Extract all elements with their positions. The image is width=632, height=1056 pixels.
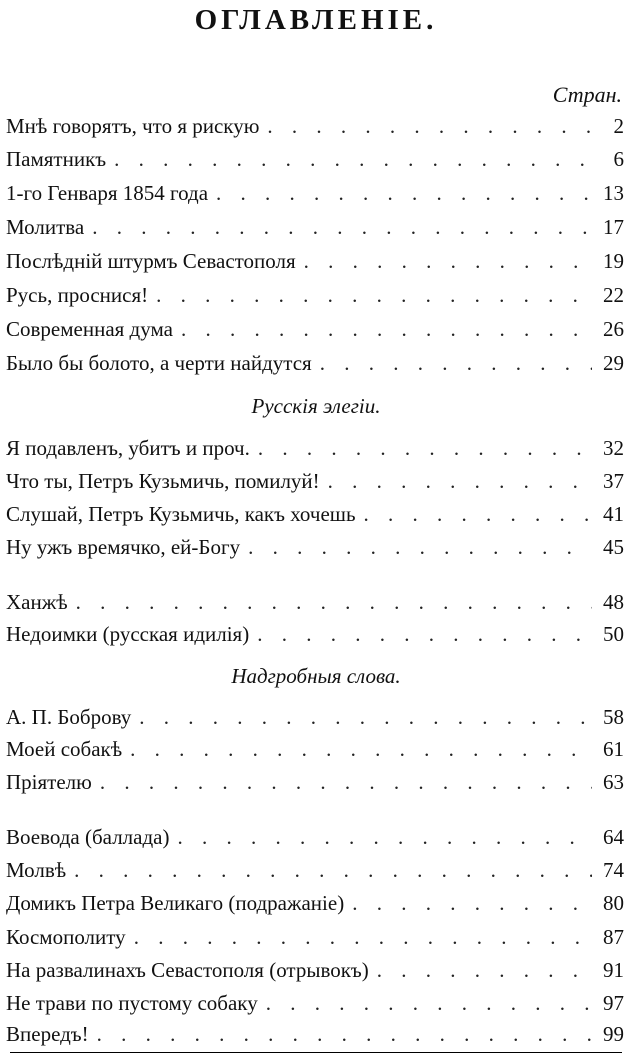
leader-dots	[122, 737, 592, 762]
page-column-label: Стран.	[552, 82, 622, 107]
toc-entry	[6, 535, 624, 565]
toc-entry	[6, 351, 624, 381]
toc-entry-title: Впередъ!	[6, 1022, 89, 1046]
toc-entry-title: Ханжѣ	[6, 590, 68, 614]
toc-entry	[6, 858, 624, 888]
toc-entry-title: Было бы болото, а черти найдутся	[6, 351, 312, 375]
toc-entry-page: 48	[603, 590, 624, 614]
toc-entry-page: 19	[603, 249, 624, 273]
toc-entry	[6, 114, 624, 144]
toc-entry	[6, 770, 624, 800]
toc-entry-page: 74	[603, 858, 624, 882]
toc-entry-page: 6	[613, 147, 624, 171]
leader-dots	[296, 249, 592, 274]
toc-entry-page: 32	[603, 436, 624, 460]
toc-entry-title: Русь, проснися!	[6, 283, 149, 307]
toc-entry-page: 37	[603, 469, 624, 493]
toc-entry-title: Воевода (баллада)	[6, 825, 170, 849]
leader-dots	[66, 858, 592, 883]
toc-entry	[6, 147, 624, 177]
toc-entry-page: 61	[603, 737, 624, 761]
leader-dots	[106, 147, 592, 172]
toc-entry-page: 17	[603, 215, 624, 239]
toc-entry-title: Памятникъ	[6, 147, 107, 171]
toc-entry-page: 80	[603, 891, 624, 915]
leader-dots	[148, 283, 592, 308]
toc-entry	[6, 215, 624, 245]
toc-entry	[6, 469, 624, 499]
toc-entry-title: Моей собакѣ	[6, 737, 123, 761]
section-heading: Надгробныя слова.	[231, 664, 401, 688]
toc-entry	[6, 991, 624, 1021]
toc-entry	[6, 181, 624, 211]
toc-entry-page: 13	[603, 181, 624, 205]
leader-dots	[356, 502, 592, 527]
bottom-rule	[10, 1052, 622, 1053]
leader-dots	[131, 705, 592, 730]
leader-dots	[258, 991, 592, 1016]
leader-dots	[84, 215, 592, 240]
toc-entry-title: Недоимки (русская идилія)	[6, 622, 250, 646]
leader-dots	[68, 590, 592, 615]
toc-entry-title: Молитва	[6, 215, 85, 239]
toc-entry-page: 26	[603, 317, 624, 341]
toc-entry	[6, 317, 624, 347]
toc-entry-title: На развалинахъ Севастополя (отрывокъ)	[6, 958, 369, 982]
leader-dots	[169, 825, 592, 850]
toc-entry	[6, 705, 624, 735]
toc-entry	[6, 502, 624, 532]
toc-entry-title: Не трави по пустому собаку	[6, 991, 258, 1015]
leader-dots	[126, 925, 592, 950]
toc-entry	[6, 249, 624, 279]
toc-entry-title: Космополиту	[6, 925, 126, 949]
toc-entry	[6, 436, 624, 466]
toc-entry-title: Домикъ Петра Великаго (подражаніе)	[6, 891, 345, 915]
toc-entry-title: Мнѣ говорятъ, что я рискую	[6, 114, 260, 138]
toc-entry-page: 91	[603, 958, 624, 982]
leader-dots	[344, 891, 592, 916]
toc-entry-page: 97	[603, 991, 624, 1015]
toc-entry-page: 87	[603, 925, 624, 949]
toc-entry-page: 45	[603, 535, 624, 559]
toc-entry-page: 64	[603, 825, 624, 849]
toc-entry	[6, 891, 624, 921]
leader-dots	[240, 535, 592, 560]
toc-entry-title: Я подавленъ, убитъ и проч.	[6, 436, 250, 460]
toc-entry	[6, 590, 624, 620]
section-heading: Русскія элегіи.	[251, 394, 381, 418]
toc-entry	[6, 1022, 624, 1052]
toc-entry-page: 22	[603, 283, 624, 307]
toc-entry-page: 99	[603, 1022, 624, 1046]
toc-entry-page: 41	[603, 502, 624, 526]
toc-entry-title: А. П. Боброву	[6, 705, 132, 729]
leader-dots	[249, 622, 592, 647]
leader-dots	[259, 114, 592, 139]
toc-entry-title: Слушай, Петръ Кузьмичь, какъ хочешь	[6, 502, 356, 526]
toc-entry-page: 58	[603, 705, 624, 729]
leader-dots	[250, 436, 592, 461]
leader-dots	[208, 181, 592, 206]
leader-dots	[92, 770, 592, 795]
page-title: ОГЛАВЛЕНІЕ.	[194, 4, 438, 36]
toc-entry	[6, 283, 624, 313]
toc-entry	[6, 925, 624, 955]
toc-entry	[6, 737, 624, 767]
toc-entry-page: 29	[603, 351, 624, 375]
toc-entry-title: Послѣдній штурмъ Севастополя	[6, 249, 296, 273]
toc-entry	[6, 958, 624, 988]
leader-dots	[312, 351, 592, 376]
leader-dots	[320, 469, 592, 494]
toc-entry	[6, 825, 624, 855]
leader-dots	[89, 1022, 592, 1047]
toc-entry-title: Что ты, Петръ Кузьмичь, помилуй!	[6, 469, 320, 493]
toc-entry-title: Молвѣ	[6, 858, 67, 882]
toc-entry	[6, 622, 624, 652]
toc-entry-title: Пріятелю	[6, 770, 92, 794]
toc-entry-title: Ну ужъ времячко, ей-Богу	[6, 535, 241, 559]
toc-entry-title: Современная дума	[6, 317, 173, 341]
toc-entry-page: 50	[603, 622, 624, 646]
leader-dots	[173, 317, 592, 342]
toc-entry-page: 63	[603, 770, 624, 794]
toc-entry-title: 1-го Генваря 1854 года	[6, 181, 209, 205]
toc-entry-page: 2	[613, 114, 624, 138]
leader-dots	[369, 958, 592, 983]
